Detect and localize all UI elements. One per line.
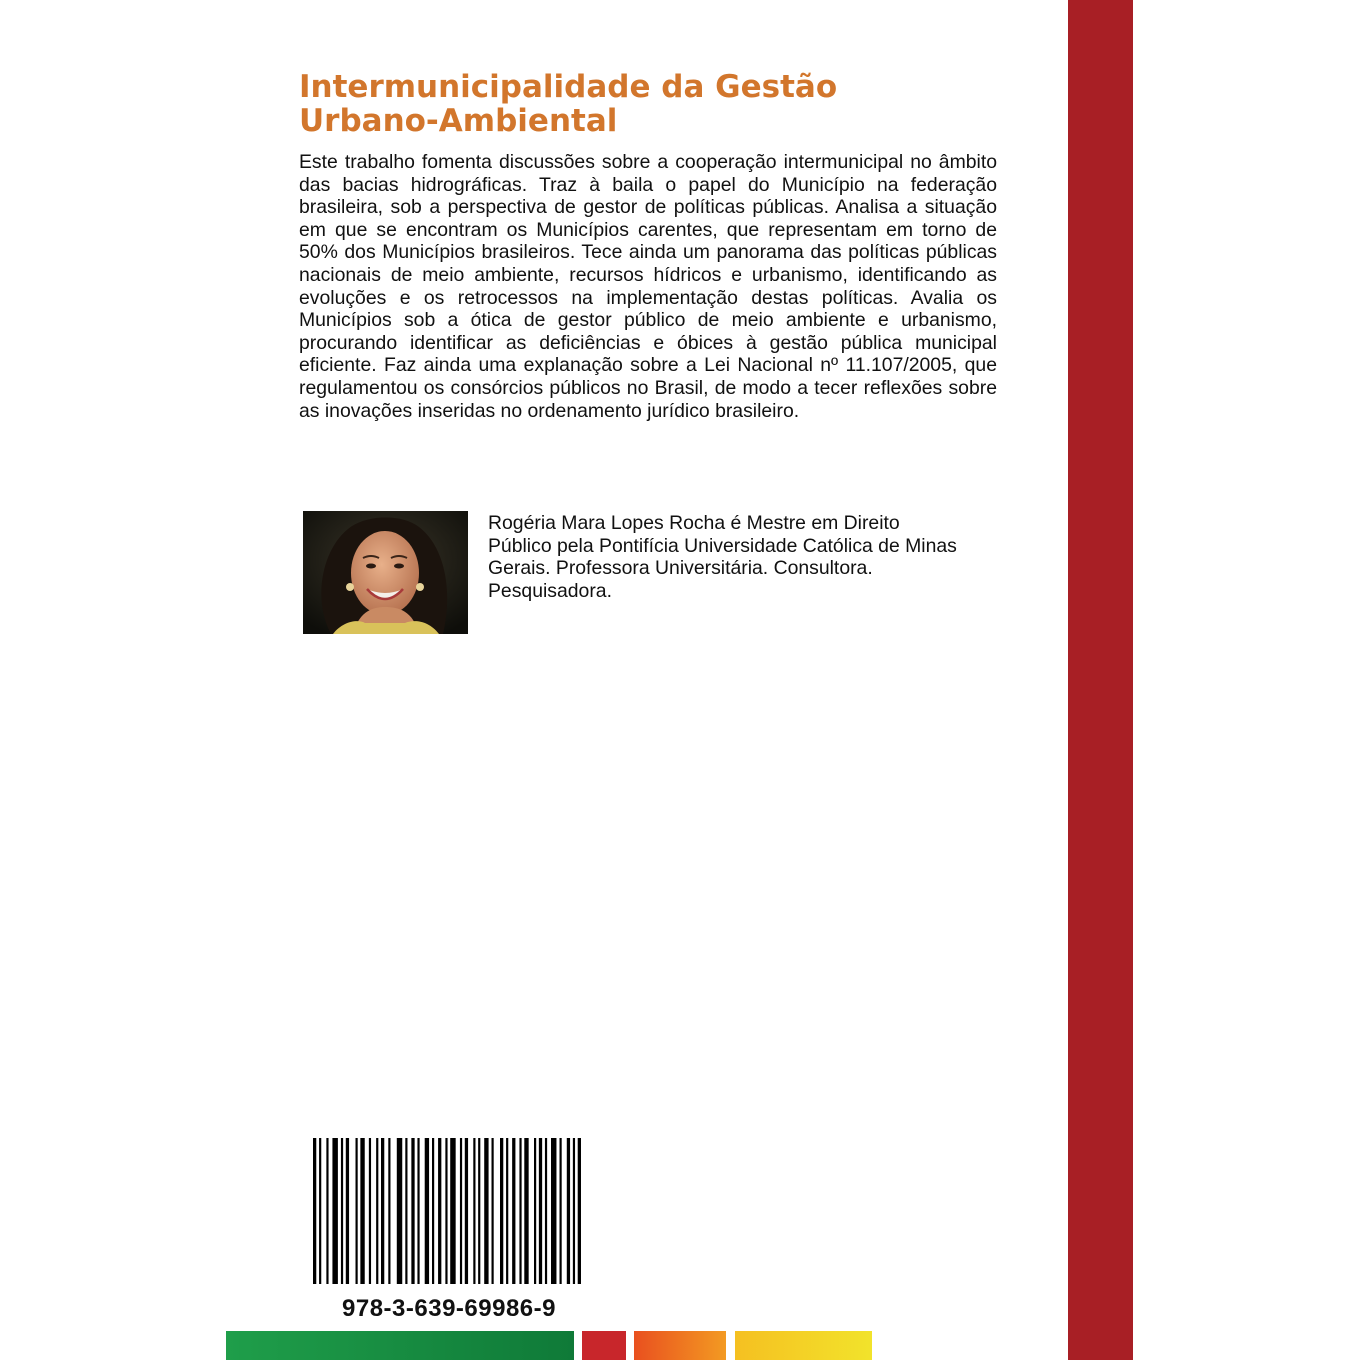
barcode-bar xyxy=(346,1138,349,1284)
barcode-bar xyxy=(492,1138,494,1284)
barcode-bar xyxy=(425,1138,429,1284)
barcode-bar xyxy=(313,1138,316,1284)
author-bio xyxy=(488,512,1008,602)
barcode-bar xyxy=(341,1138,343,1284)
book-blurb: Este trabalho fomenta discussões sobre a cooperação intermunicipal no âmbito das bacias hidrográficas. Traz à baila o papel do Município na federação brasileira, sob a perspectiva de gestor de políticas públicas. Analisa a situação em que se encontram os Municípios carentes, que representam em torno de 50% dos Municípios brasileiros. Tece ainda um panorama das políticas públicas nacionais de meio ambiente, recursos hídricos e urbanismo, identificando as evoluções e os retrocessos na implementação destas políticas. Avalia os Municípios sob a ótica de gestor público de meio ambiente e urbanismo, procurando identificar as deficiências e óbices à gestão pública municipal eficiente. Faz ainda uma explanação sobre a Lei Nacional nº 11.107/2005, que regulamentou os consórcios públicos no Brasil, de modo a tecer reflexões sobre as inovações inseridas no ordenamento jurídico brasileiro. xyxy=(299,151,997,422)
color-strip-yellow xyxy=(735,1331,872,1360)
barcode-bar xyxy=(573,1138,575,1284)
barcode-bar xyxy=(381,1138,384,1284)
author-bio-line: Público pela Pontifícia Universidade Católica de Minas xyxy=(488,534,957,557)
barcode-bar xyxy=(405,1138,407,1284)
barcode-bar xyxy=(356,1138,358,1284)
barcode-bar xyxy=(376,1138,378,1284)
barcode-bar xyxy=(445,1138,447,1284)
barcode-bar xyxy=(369,1138,371,1284)
barcode-bar xyxy=(460,1138,462,1284)
color-strip-green xyxy=(226,1331,574,1360)
barcode-bar xyxy=(578,1138,581,1284)
barcode-bar xyxy=(500,1138,503,1284)
barcode-bar xyxy=(388,1138,390,1284)
barcode-bar xyxy=(438,1138,441,1284)
spine-stripe xyxy=(1068,0,1133,1360)
barcode-bar xyxy=(326,1138,328,1284)
barcode-bar xyxy=(512,1138,515,1284)
barcode-bar xyxy=(524,1138,528,1284)
barcode-bar xyxy=(473,1138,475,1284)
barcode-bar xyxy=(360,1138,364,1284)
barcode-bar xyxy=(560,1138,562,1284)
barcode-bar xyxy=(450,1138,455,1284)
author-photo xyxy=(303,511,468,634)
barcode-bar xyxy=(478,1138,480,1284)
barcode-bar xyxy=(534,1138,536,1284)
barcode-bar xyxy=(545,1138,547,1284)
barcode-bar xyxy=(332,1138,337,1284)
barcode-bar xyxy=(465,1138,468,1284)
barcode-bar xyxy=(432,1138,434,1284)
book-title-line-2: Urbano-Ambiental xyxy=(299,103,618,139)
barcode-bar xyxy=(417,1138,419,1284)
color-strip-orange xyxy=(634,1331,726,1360)
isbn-number: 978-3-639-69986-9 xyxy=(342,1295,556,1322)
author-bio-line: Rogéria Mara Lopes Rocha é Mestre em Direito xyxy=(488,512,900,534)
barcode-bar xyxy=(519,1138,521,1284)
barcode-bar xyxy=(411,1138,414,1284)
barcode-bar xyxy=(506,1138,508,1284)
color-strip-red xyxy=(582,1331,626,1360)
barcode-bar xyxy=(567,1138,570,1284)
author-portrait-image xyxy=(303,511,468,634)
barcode-bar xyxy=(319,1138,321,1284)
barcode-bar xyxy=(539,1138,542,1284)
barcode-bar xyxy=(484,1138,488,1284)
barcode-bar xyxy=(397,1138,402,1284)
book-title xyxy=(299,70,999,138)
author-bio-line: Pesquisadora. xyxy=(488,579,612,602)
author-bio-line: Gerais. Professora Universitária. Consultora. xyxy=(488,557,873,580)
barcode-image xyxy=(313,1138,585,1284)
barcode-bar xyxy=(551,1138,556,1284)
book-title-line-1: Intermunicipalidade da Gestão xyxy=(299,69,838,105)
